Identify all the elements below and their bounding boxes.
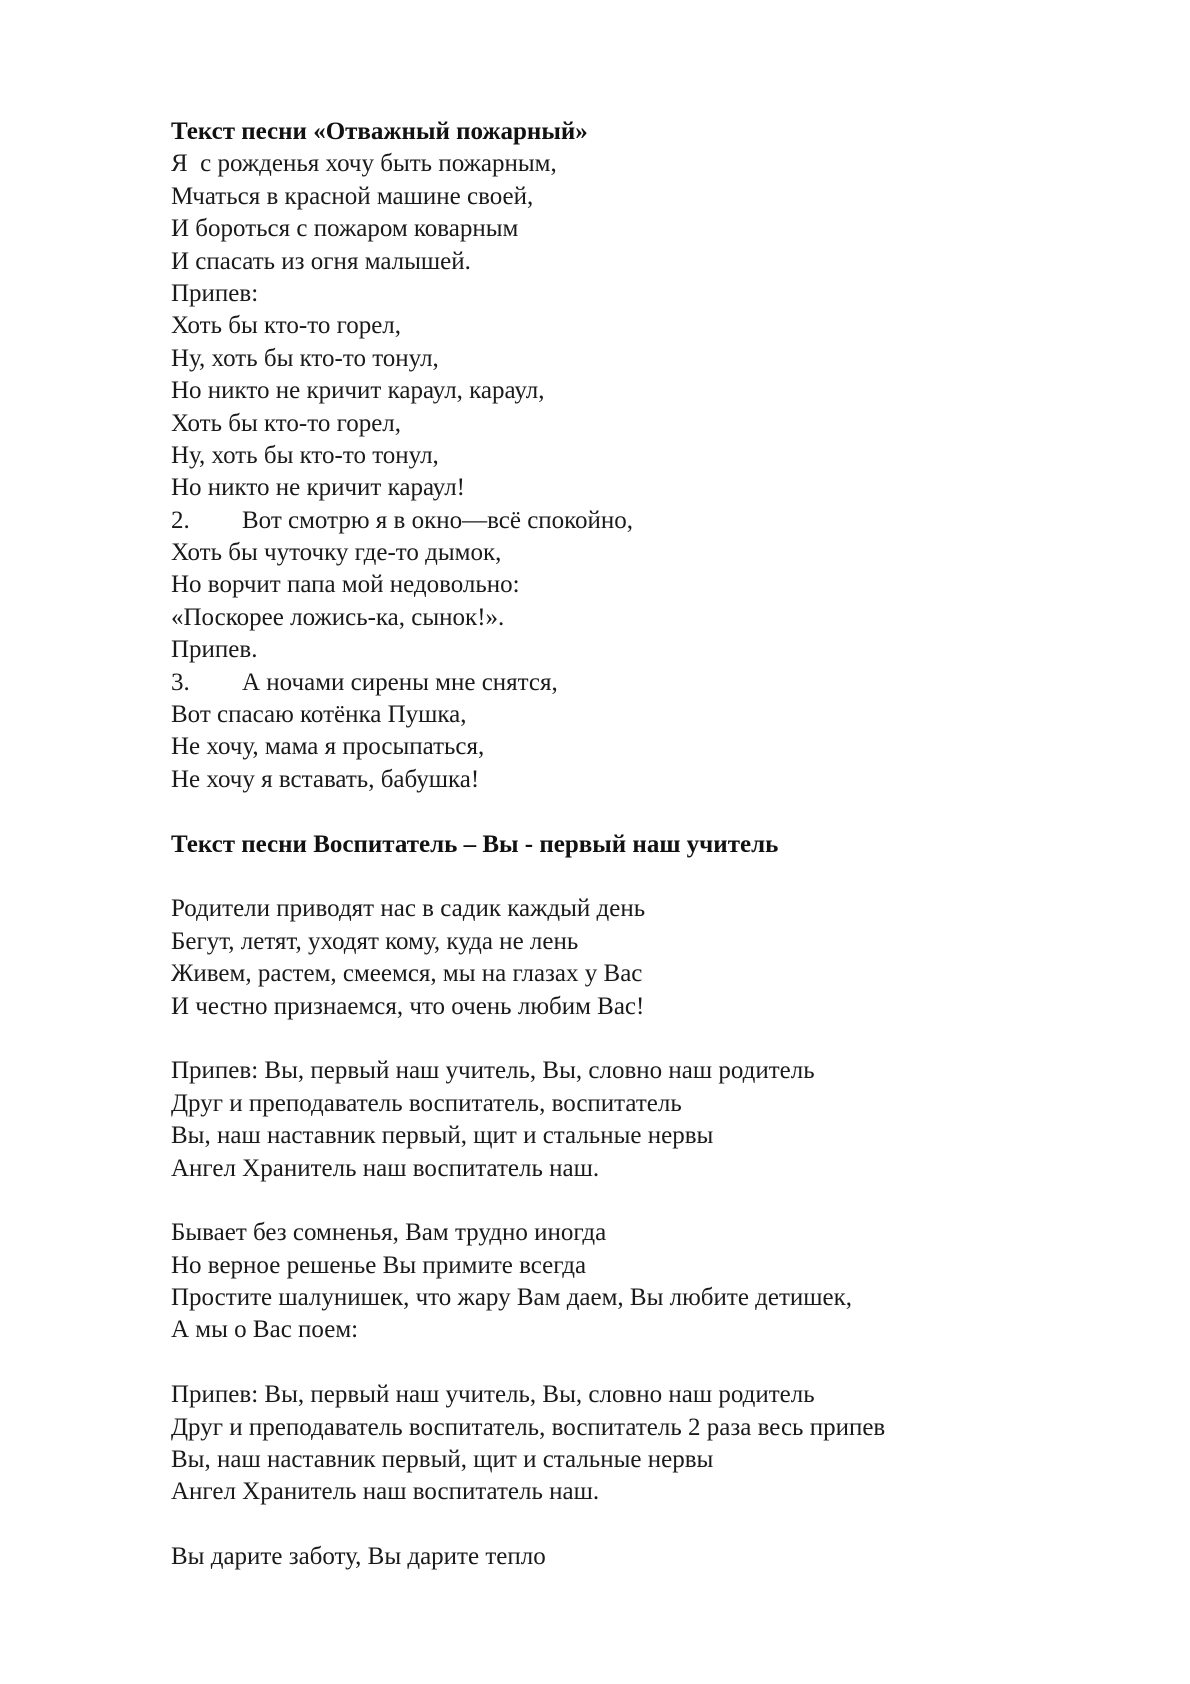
song2-title: Текст песни Воспитатель – Вы - первый наш учитель	[171, 830, 779, 858]
blank-line	[171, 1347, 1071, 1379]
verse-number: 2.	[171, 506, 190, 534]
song1-verse1	[171, 148, 1071, 278]
blank-line	[171, 1023, 1071, 1055]
song1-title: Текст песни «Отважный пожарный»	[171, 118, 588, 145]
lyric-line: Хоть бы кто-то горел,	[171, 312, 402, 340]
lyric-line: Бывает без сомненья, Вам трудно иногда	[171, 1219, 607, 1247]
song2-chorus2	[171, 1379, 1071, 1509]
song1-verse2-first-line	[171, 505, 1071, 537]
lyric-line: Вот спасаю котёнка Пушка,	[171, 701, 467, 729]
song1-verse3-first-line	[171, 667, 1071, 699]
lyric-line: Ангел Хранитель наш воспитатель наш.	[171, 1154, 600, 1182]
lyric-line: «Поскорее ложись-ка, сынок!».	[171, 603, 505, 631]
lyric-line: Припев: Вы, первый наш учитель, Вы, словно наш родитель	[171, 1381, 815, 1409]
song2-verse1	[171, 893, 1071, 1023]
lyric-line: Вы, наш наставник первый, щит и стальные нервы	[171, 1122, 714, 1150]
lyric-line: Не хочу я вставать, бабушка!	[171, 765, 480, 793]
lyric-line: Но верное решенье Вы примите всегда	[171, 1251, 587, 1279]
lyric-line: Родители приводят нас в садик каждый день	[171, 895, 646, 923]
lyric-line: Но никто не кричит караул, караул,	[171, 377, 545, 405]
song1-verse3	[171, 699, 1071, 796]
lyric-line: Друг и преподаватель воспитатель, воспитатель	[171, 1089, 682, 1117]
song1-verse2	[171, 537, 1071, 634]
lyric-line: Бегут, летят, уходят кому, куда не лень	[171, 927, 579, 955]
lyric-line: Ангел Хранитель наш воспитатель наш.	[171, 1478, 600, 1506]
lyric-line: Не хочу, мама я просыпаться,	[171, 733, 485, 761]
lyric-line: Но никто не кричит караул!	[171, 474, 465, 502]
lyric-line: Вы дарите заботу, Вы дарите тепло	[171, 1543, 546, 1571]
song2-verse2	[171, 1217, 1071, 1347]
lyric-line: Друг и преподаватель воспитатель, воспитатель 2 раза весь припев	[171, 1413, 886, 1441]
lyric-line: Хоть бы кто-то горел,	[171, 409, 402, 437]
lyric-text: Вот смотрю я в окно—всё спокойно,	[242, 506, 634, 534]
document-body	[171, 116, 1071, 1574]
lyric-line: Я с рожденья хочу быть пожарным,	[171, 150, 557, 178]
lyric-line: Ну, хоть бы кто-то тонул,	[171, 441, 439, 469]
song1-chorus-repeat: Припев.	[171, 636, 258, 664]
lyric-line: Хоть бы чуточку где-то дымок,	[171, 539, 502, 567]
lyric-line: Живем, растем, смеемся, мы на глазах у Вас	[171, 960, 643, 988]
lyric-line: Припев: Вы, первый наш учитель, Вы, словно наш родитель	[171, 1057, 815, 1085]
verse-number: 3.	[171, 668, 190, 696]
lyric-line: А мы о Вас поем:	[171, 1316, 359, 1344]
song2-verse3	[171, 1541, 1071, 1573]
song1-chorus	[171, 310, 1071, 504]
lyric-line: Вы, наш наставник первый, щит и стальные нервы	[171, 1446, 714, 1474]
lyric-line: Ну, хоть бы кто-то тонул,	[171, 344, 439, 372]
lyric-line: И спасать из огня малышей.	[171, 247, 471, 275]
lyric-line: Простите шалунишек, что жару Вам даем, Вы любите детишек,	[171, 1284, 853, 1312]
blank-line	[171, 861, 1071, 893]
lyric-text: А ночами сирены мне снятся,	[242, 668, 558, 696]
song1-chorus-label: Припев:	[171, 279, 259, 307]
lyric-line: И честно признаемся, что очень любим Вас!	[171, 992, 645, 1020]
lyric-line: Мчаться в красной машине своей,	[171, 182, 534, 210]
blank-line	[171, 1509, 1071, 1541]
song2-chorus1	[171, 1055, 1071, 1185]
blank-line	[171, 1185, 1071, 1217]
lyric-line: Но ворчит папа мой недовольно:	[171, 571, 520, 599]
lyric-line: И бороться с пожаром коварным	[171, 215, 519, 243]
blank-line	[171, 796, 1071, 828]
